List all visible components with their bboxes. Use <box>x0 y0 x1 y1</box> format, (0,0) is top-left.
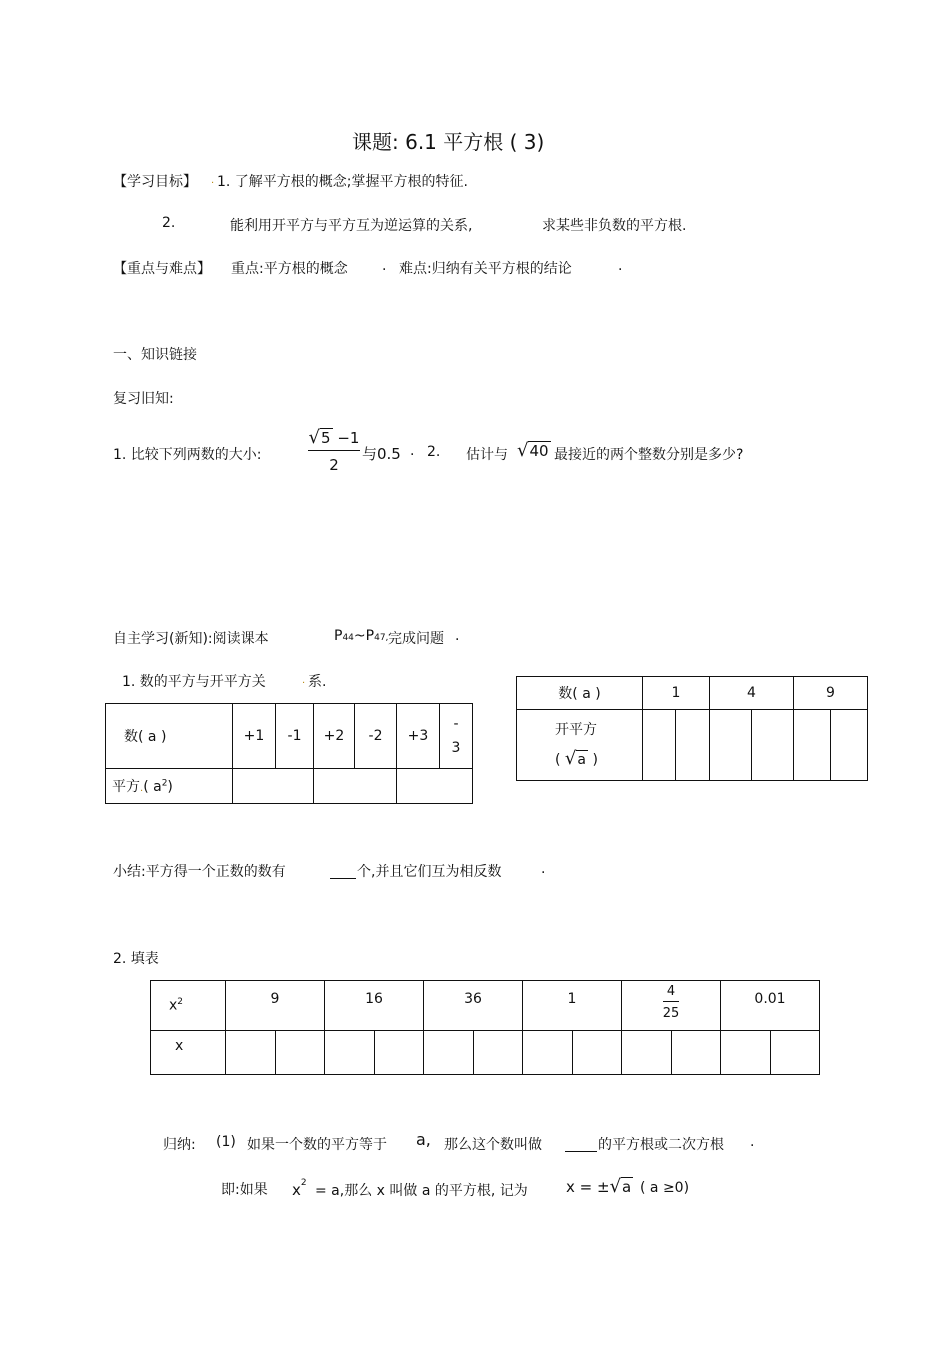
root-table-answer-cell[interactable] <box>676 710 710 781</box>
review-heading: 复习旧知: <box>113 391 174 407</box>
key-point-dot: . <box>382 258 387 274</box>
margin-mark: . <box>302 675 306 686</box>
summary-text-b: 个,并且它们互为相反数 <box>357 864 502 880</box>
fill-table-header-x: x <box>151 1031 226 1075</box>
fill-table-cell: 1 <box>523 981 622 1031</box>
square-table-header-square: 平方.( $a^2$) <box>106 769 233 804</box>
induction-end: . <box>750 1134 755 1150</box>
root-table-answer-cell[interactable] <box>831 710 868 781</box>
square-table-cell: - 3 <box>440 704 473 769</box>
sqrt-symbol: √5 <box>308 427 331 448</box>
self-study-text: 自主学习(新知):阅读课本 <box>113 631 269 647</box>
key-point-text: 重点:平方根的概念 <box>231 261 348 277</box>
fill-table-fraction-cell: $\frac{4}{25}$ <box>622 981 721 1031</box>
self-study-end: . <box>455 628 460 644</box>
sqrt-40: √40 <box>517 440 549 461</box>
root-table-cell: 9 <box>794 677 868 710</box>
fill-table-answer-cell[interactable] <box>226 1031 276 1075</box>
square-table-cell: +2 <box>314 704 355 769</box>
fill-table-answer-cell[interactable] <box>375 1031 424 1075</box>
fraction-expression: √5 −1 2 <box>308 427 360 474</box>
task-2-label: 2. 填表 <box>113 951 159 967</box>
compare-text: 与0.5 <box>362 445 401 463</box>
question-1-end: . <box>410 443 415 459</box>
induction-number: (1) <box>216 1134 236 1150</box>
goals-item-2-text-b: 求某些非负数的平方根. <box>542 218 687 234</box>
fill-table-answer-cell[interactable] <box>622 1031 672 1075</box>
fill-table-answer-cell[interactable] <box>474 1031 523 1075</box>
root-table-header-root: 开平方 ( √a ) <box>517 710 643 781</box>
plus-minus-sqrt-a: x = ±√a <box>566 1176 632 1197</box>
question-1-text: 1. 比较下列两数的大小: <box>113 447 262 463</box>
induction-line-2-a: 即:如果 <box>221 1182 268 1198</box>
self-study-text-b: 完成问题 <box>388 631 444 647</box>
fill-table-cell: 0.01 <box>721 981 820 1031</box>
root-table-answer-cell[interactable] <box>752 710 794 781</box>
fill-table-answer-cell[interactable] <box>771 1031 820 1075</box>
goals-item-2-text-a: 能利用开平方与平方互为逆运算的关系, <box>230 218 473 234</box>
induction-line-2-b: = a,那么 x 叫做 a 的平方根, 记为 <box>315 1183 528 1199</box>
fill-table-cell: 16 <box>325 981 424 1031</box>
section-heading: 一、知识链接 <box>113 347 197 363</box>
square-table-cell: +3 <box>397 704 440 769</box>
fill-table-answer-cell[interactable] <box>276 1031 325 1075</box>
summary-text: 小结:平方得一个正数的数有 <box>113 864 286 880</box>
question-2-text-a: 估计与 <box>466 447 508 463</box>
root-table-answer-cell[interactable] <box>643 710 676 781</box>
induction-label: 归纳: <box>163 1137 196 1153</box>
induction-text-a: 如果一个数的平方等于 <box>247 1137 387 1153</box>
square-table-header-number: 数( a ) <box>106 704 233 769</box>
goals-item-1: 1. 了解平方根的概念;掌握平方根的特征. <box>217 174 468 190</box>
fill-table-answer-cell[interactable] <box>672 1031 721 1075</box>
fill-table-cell: 36 <box>424 981 523 1031</box>
square-table-cell: +1 <box>233 704 276 769</box>
page-range: P44~P47, <box>334 628 389 644</box>
root-table-cell: 4 <box>710 677 794 710</box>
task-1-label: 1. 数的平方与开平方关 <box>122 674 266 690</box>
square-table-answer-cell[interactable] <box>233 769 314 804</box>
induction-text-b: 那么这个数叫做 <box>444 1137 542 1153</box>
x-squared: $x^2$ <box>292 1178 307 1199</box>
induction-blank[interactable] <box>565 1134 597 1152</box>
fill-table-answer-cell[interactable] <box>721 1031 771 1075</box>
page-title: 课题: 6.1 平方根 ( 3) <box>352 130 545 154</box>
square-table-answer-cell[interactable] <box>314 769 397 804</box>
summary-blank[interactable] <box>330 861 356 879</box>
fill-table-answer-cell[interactable] <box>573 1031 622 1075</box>
question-2-number: 2. <box>427 444 441 460</box>
fill-table-header-x-squared: $x^2$ <box>151 981 226 1031</box>
square-table-cell: -2 <box>355 704 397 769</box>
fill-table-answer-cell[interactable] <box>325 1031 375 1075</box>
goals-item-2-number: 2. <box>162 215 176 231</box>
induction-a: a, <box>416 1130 431 1149</box>
fill-table-answer-cell[interactable] <box>523 1031 573 1075</box>
root-table-answer-cell[interactable] <box>710 710 752 781</box>
summary-end: . <box>541 861 546 877</box>
root-table-answer-cell[interactable] <box>794 710 831 781</box>
task-1-label-end: 系. <box>308 674 327 690</box>
square-table-cell: -1 <box>276 704 314 769</box>
question-2-text-b: 最接近的两个整数分别是多少? <box>554 447 744 463</box>
difficulty-text: 难点:归纳有关平方根的结论 <box>399 261 572 277</box>
square-table <box>105 703 473 804</box>
condition-text: ( a ≥0) <box>640 1180 690 1196</box>
goals-label: 【学习目标】 <box>113 174 197 190</box>
root-table <box>516 676 868 781</box>
square-table-answer-cell[interactable] <box>397 769 473 804</box>
root-table-cell: 1 <box>643 677 710 710</box>
root-table-header-number: 数( a ) <box>517 677 643 710</box>
difficulty-dot: . <box>618 258 623 274</box>
fill-table <box>150 980 820 1075</box>
induction-text-c: 的平方根或二次方根 <box>598 1137 724 1153</box>
margin-mark: . <box>211 175 215 186</box>
fill-table-answer-cell[interactable] <box>424 1031 474 1075</box>
fill-table-cell: 9 <box>226 981 325 1031</box>
key-points-label: 【重点与难点】 <box>113 261 211 277</box>
